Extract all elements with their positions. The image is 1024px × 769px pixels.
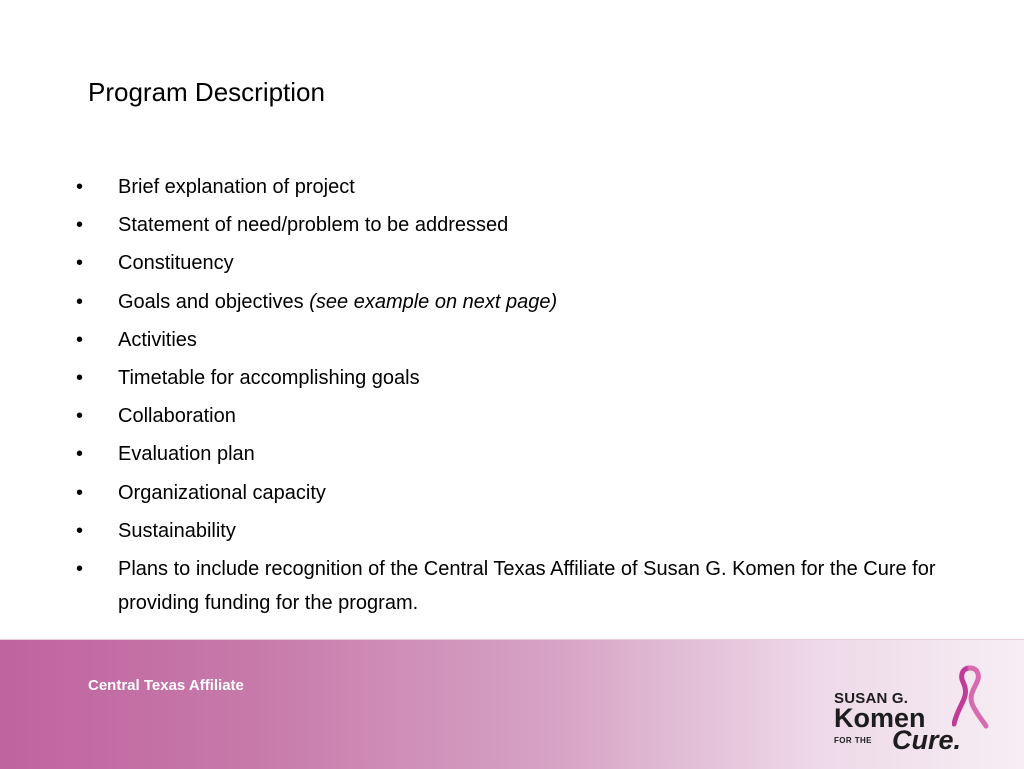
- bullet-dot: •: [76, 252, 84, 275]
- bullet-dot: •: [76, 519, 84, 542]
- logo-text-small: FOR THE: [834, 736, 872, 745]
- bullet-text: Plans to include recognition of the Central Texas Affiliate of Susan G. Komen for the Cure for providing funding for the program.: [118, 557, 936, 614]
- komen-logo: [834, 664, 984, 760]
- bullet-item: [76, 170, 956, 204]
- ribbon-loop: [954, 668, 970, 724]
- bullet-item: [76, 514, 956, 548]
- bullet-text: Activities: [118, 328, 197, 351]
- bullet-item: [76, 361, 956, 395]
- bullet-item: [76, 285, 956, 319]
- bullet-text: Organizational capacity: [118, 481, 326, 504]
- bullet-dot: •: [76, 290, 84, 313]
- bullet-item: [76, 208, 956, 242]
- bullet-item: [76, 399, 956, 433]
- bullet-item: [76, 246, 956, 280]
- bullet-text: Statement of need/problem to be addressed: [118, 214, 509, 237]
- footer-label: Central Texas Affiliate: [88, 677, 244, 694]
- bullet-dot: •: [76, 214, 84, 237]
- bullet-text: Sustainability: [118, 519, 236, 542]
- bullet-item: [76, 323, 956, 357]
- pink-ribbon-icon: [952, 664, 990, 734]
- bullet-dot: •: [76, 443, 84, 466]
- bullet-dot: •: [76, 328, 84, 351]
- logo-text-top: SUSAN G.: [834, 690, 909, 707]
- bullet-dot: •: [76, 366, 84, 389]
- bullet-text: Evaluation plan: [118, 443, 255, 466]
- bullet-dot: •: [76, 557, 84, 580]
- logo-text-main: Komen: [834, 703, 926, 733]
- bullet-text: Goals and objectives: [118, 290, 304, 313]
- bullet-item: [76, 552, 956, 620]
- bullet-text: Constituency: [118, 252, 234, 275]
- bullet-list: [76, 170, 956, 624]
- bullet-dot: •: [76, 405, 84, 428]
- goals-note: (see example on next page): [309, 290, 558, 313]
- bullet-text: Collaboration: [118, 405, 236, 428]
- bullet-item: [76, 437, 956, 471]
- bullet-item: [76, 476, 956, 510]
- bullet-text: Timetable for accomplishing goals: [118, 366, 420, 389]
- bullet-text: Brief explanation of project: [118, 176, 355, 198]
- slide-title: Program Description: [88, 77, 325, 107]
- bullet-dot: •: [76, 176, 84, 198]
- ribbon-tail: [970, 668, 986, 726]
- bullet-dot: •: [76, 481, 84, 504]
- logo-text-cure: Cure.: [892, 725, 962, 755]
- footer-band: [0, 639, 1024, 769]
